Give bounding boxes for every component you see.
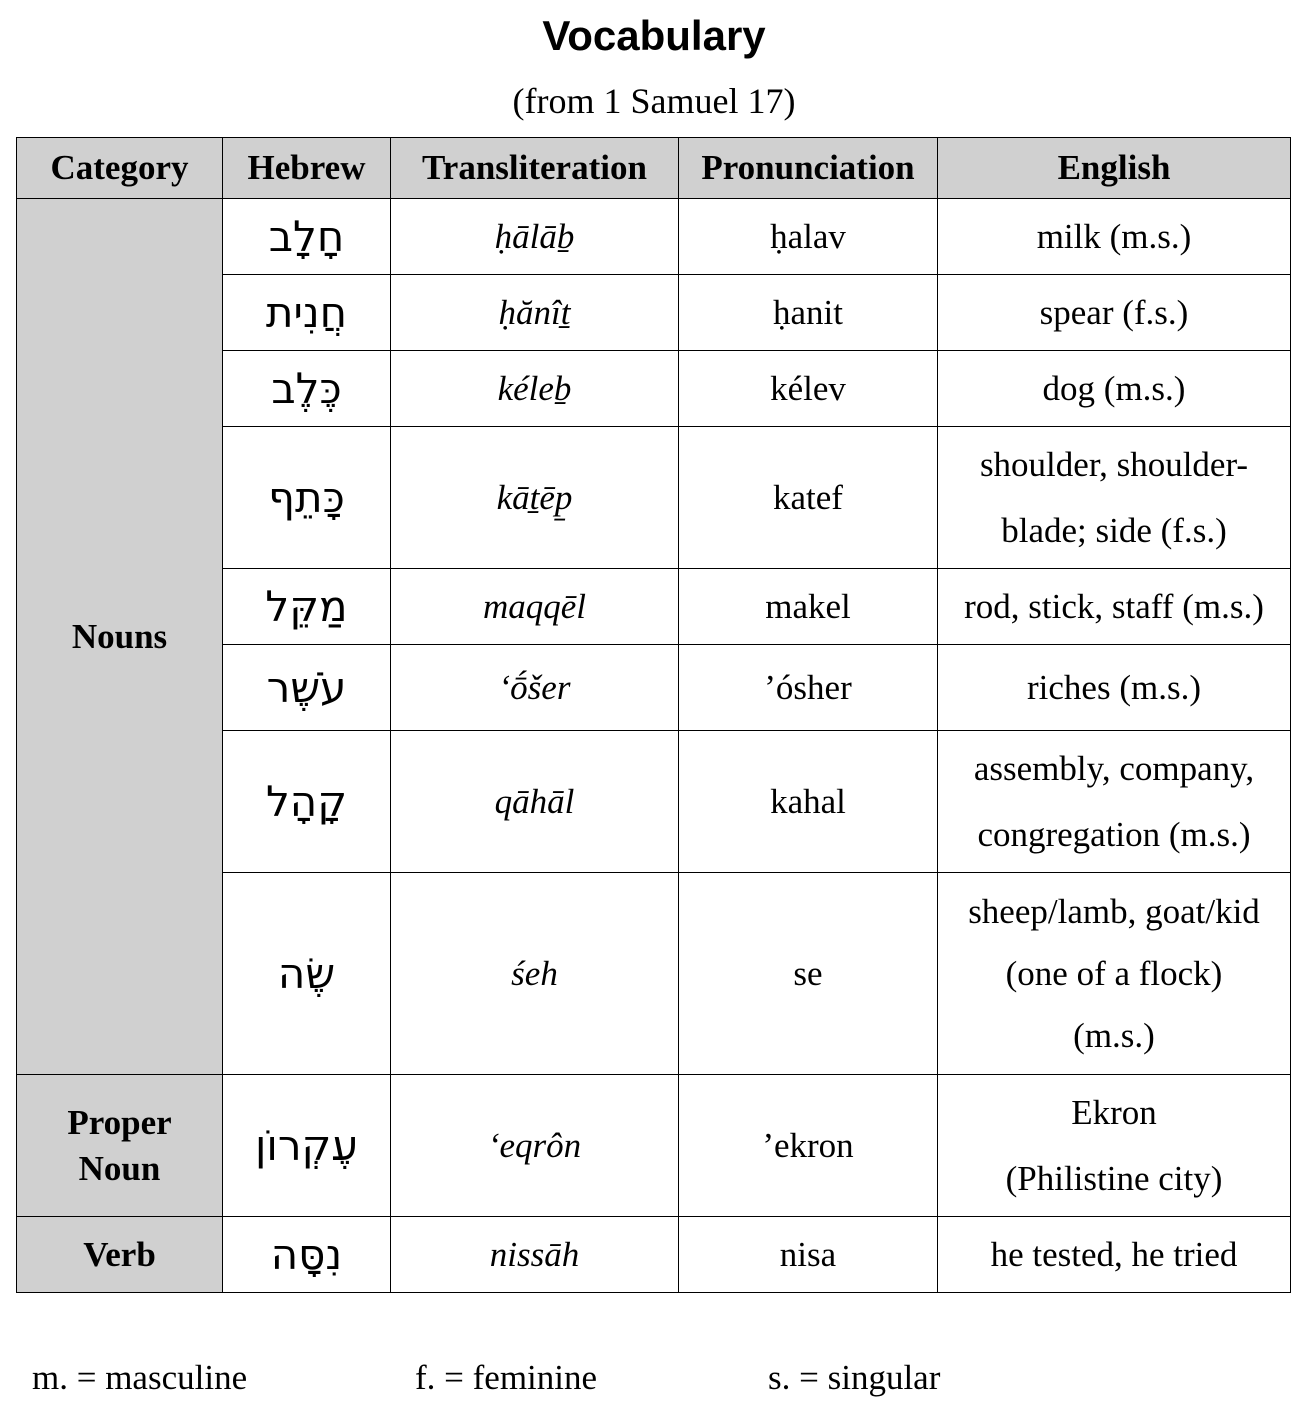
header-category: Category (17, 138, 223, 199)
table-row (17, 1217, 1291, 1293)
english-cell: milk (m.s.) (938, 199, 1291, 275)
transliteration-cell: kāṯēp̱ (391, 427, 679, 569)
hebrew-cell: מַקֵּל (223, 569, 391, 645)
pronunciation-cell: se (679, 873, 938, 1075)
transliteration-cell: ḥālāḇ (391, 199, 679, 275)
english-cell: sheep/lamb, goat/kid (one of a flock) (m.s.) (938, 873, 1291, 1075)
hebrew-cell: נִסָּה (223, 1217, 391, 1293)
pronunciation-cell: nisa (679, 1217, 938, 1293)
page-subtitle: (from 1 Samuel 17) (512, 81, 796, 121)
transliteration-cell: nissāh (391, 1217, 679, 1293)
category-proper-noun: Proper Noun (17, 1075, 223, 1217)
transliteration-cell: śeh (391, 873, 679, 1075)
header-row (17, 138, 1291, 199)
table-row (17, 199, 1291, 275)
pronunciation-cell: ḥanit (679, 275, 938, 351)
vocabulary-table (16, 137, 1291, 1293)
legend-feminine: f. = feminine (415, 1358, 598, 1397)
hebrew-cell: חֲנִית (223, 275, 391, 351)
transliteration-cell: qāhāl (391, 731, 679, 873)
pronunciation-cell: ’ósher (679, 645, 938, 731)
hebrew-cell: שֶׂה (223, 873, 391, 1075)
header-transliteration: Transliteration (391, 138, 679, 199)
english-cell: dog (m.s.) (938, 351, 1291, 427)
hebrew-cell: עֹשֶׁר (223, 645, 391, 731)
category-nouns: Nouns (17, 199, 223, 1075)
page-title: Vocabulary (542, 12, 766, 59)
transliteration-cell: ʻeqrôn (391, 1075, 679, 1217)
english-cell: shoulder, shoulder- blade; side (f.s.) (938, 427, 1291, 569)
hebrew-cell: עֶקְרוֹן (223, 1075, 391, 1217)
pronunciation-cell: katef (679, 427, 938, 569)
transliteration-cell: kéleḇ (391, 351, 679, 427)
english-cell: he tested, he tried (938, 1217, 1291, 1293)
category-verb: Verb (17, 1217, 223, 1293)
transliteration-cell: ʻṓšer (391, 645, 679, 731)
hebrew-cell: כָּתֵף (223, 427, 391, 569)
pronunciation-cell: ḥalav (679, 199, 938, 275)
english-cell: Ekron (Philistine city) (938, 1075, 1291, 1217)
pronunciation-cell: kélev (679, 351, 938, 427)
english-cell: rod, stick, staff (m.s.) (938, 569, 1291, 645)
transliteration-cell: maqqēl (391, 569, 679, 645)
header-hebrew: Hebrew (223, 138, 391, 199)
english-cell: assembly, company, congregation (m.s.) (938, 731, 1291, 873)
english-cell: spear (f.s.) (938, 275, 1291, 351)
header-english: English (938, 138, 1291, 199)
legend-singular: s. = singular (768, 1358, 941, 1397)
hebrew-cell: חָלָב (223, 199, 391, 275)
hebrew-cell: קָהָל (223, 731, 391, 873)
table-row (17, 1075, 1291, 1217)
hebrew-cell: כֶּלֶב (223, 351, 391, 427)
legend-masculine: m. = masculine (32, 1358, 248, 1397)
english-cell: riches (m.s.) (938, 645, 1291, 731)
pronunciation-cell: kahal (679, 731, 938, 873)
transliteration-cell: ḥănîṯ (391, 275, 679, 351)
pronunciation-cell: ’ekron (679, 1075, 938, 1217)
header-pronunciation: Pronunciation (679, 138, 938, 199)
pronunciation-cell: makel (679, 569, 938, 645)
